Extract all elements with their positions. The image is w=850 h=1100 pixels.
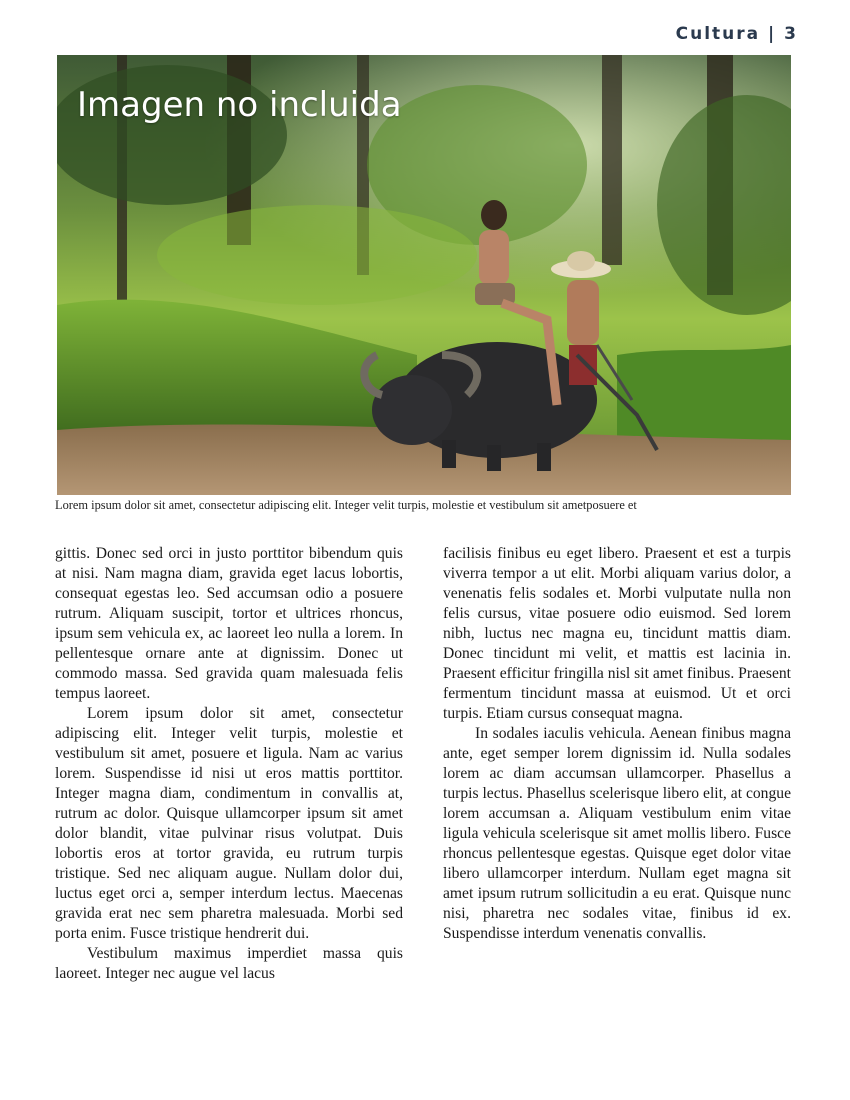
paragraph: In sodales iaculis vehicula. Aenean finibus magna ante, eget semper lorem dignissim id. Nulla sodales lorem ac diam accumsan ullamcorper. Phasellus a turpis lectus. Phasellus scelerisque libero elit, at congue lorem accumsan a. Aliquam vestibulum enim vitae ligula vehicula scelerisque sit amet mollis libero. Fusce rhoncus pellentesque egestas. Quisque eget dolor vitae libero ullamcorper interdum. Nullam eget magna sit amet ipsum rutrum sollicitudin a eu erat. Quisque nunc nisi, pharetra nec sodales vitae, finibus id ex. Suspendisse interdum venenatis convallis. xyxy=(443,725,791,942)
right-column xyxy=(443,544,791,944)
paragraph: Vestibulum maximus imperdiet massa quis laoreet. Integer nec augue vel lacus xyxy=(55,945,403,982)
left-column xyxy=(55,544,403,984)
page-header-section: Cultura | 3 xyxy=(675,24,798,44)
figure-caption: Lorem ipsum dolor sit amet, consectetur adipiscing elit. Integer velit turpis, molestie et vestibulum sit ametposuere et xyxy=(55,498,637,512)
feature-photo xyxy=(57,55,791,495)
paragraph: facilisis finibus eu eget libero. Praesent et est a turpis viverra tempor a ut elit. Morbi aliquam varius dolor, a venenatis felis sodales et. Morbi vulputate nulla non felis cursus, vitae posuere odio euismod. Sed lorem nibh, luctus nec magna eu, tincidunt mattis diam. Donec tincidunt mi velit, et mattis est lacinia in. Praesent efficitur fringilla nisl sit amet finibus. Praesent fermentum tincidunt massa at euismod. Ut et orci turpis. Etiam cursus consequat magna. xyxy=(443,545,791,722)
image-placeholder-label: Imagen no incluida xyxy=(77,85,402,125)
paragraph: Lorem ipsum dolor sit amet, consectetur adipiscing elit. Integer velit turpis, molestie et vestibulum sit amet, posuere et ligula. Nam ac varius lorem. Suspendisse id nisi ut eros mattis porttitor. Integer magna diam, condimentum in convallis at, rutrum ac dolor. Quisque ullamcorper ipsum sit amet dolor blandit, vitae pulvinar risus volutpat. Duis lobortis eros at tortor gravida, eu rutrum turpis tristique. Sed nec aliquam augue. Nullam dolor dui, luctus eget orci a, semper interdum lectus. Maecenas gravida erat nec sem pharetra malesuada. Morbi sed porta enim. Fusce tristique hendrerit dui. xyxy=(55,705,403,942)
paragraph: gittis. Donec sed orci in justo porttitor bibendum quis at nisi. Nam magna diam, gravida eget lacus lobortis, consequat egestas leo. Sed accumsan odio a posuere rutrum. Aliquam suscipit, tortor et ultrices rhoncus, ipsum sem vehicula ex, ac laoreet leo nulla a lorem. In pellentesque ornare ante at dignissim. Donec ut commodo massa. Sed gravida quam malesuada felis tempus laoreet. xyxy=(55,545,403,702)
article-body xyxy=(55,544,791,1048)
